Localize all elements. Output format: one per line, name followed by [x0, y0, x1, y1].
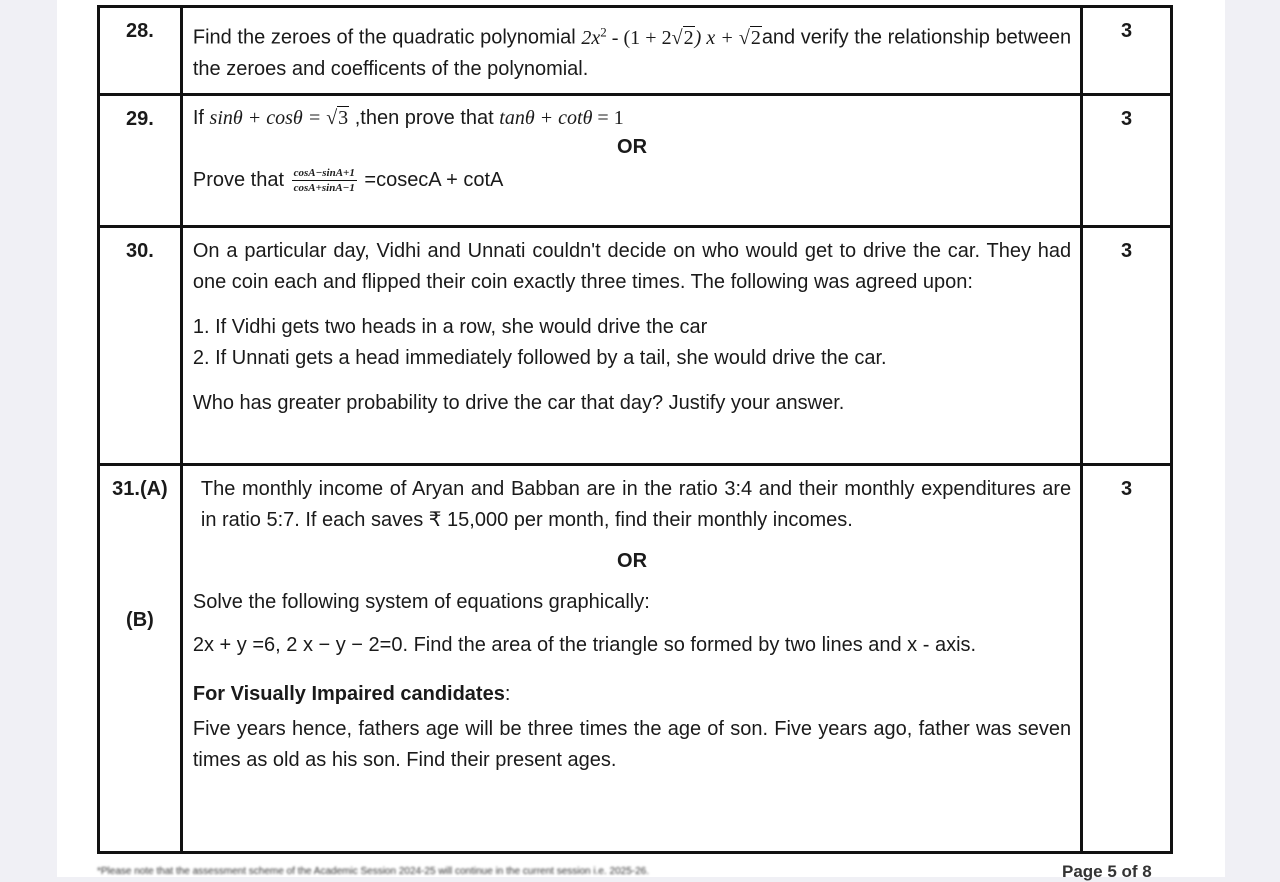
table-row [99, 7, 1172, 95]
question-text [181, 465, 1081, 853]
math-expression: $2x^2 - (1 + 2√2) x + √2$ [581, 24, 761, 49]
table-row [99, 95, 1172, 227]
question-part-2: Prove that $\frac{\cos A-\sin A+1}{\cos A+\sin A-1}$ =cosecA + cotA [192, 167, 504, 195]
marks: 3 [1082, 7, 1172, 95]
question-number: 30. [99, 227, 182, 465]
page-number: Page 5 of 8 [1062, 862, 1152, 881]
fraction: $\frac{\cos A-\sin A+1}{\cos A+\sin A-1}$ [293, 167, 355, 195]
question-text-tail: and verify the relationship between the zeroes and coefficents of the polynomial. [192, 26, 1072, 80]
question-part-b-equations: 2x + y =6, 2 x − y − 2=0. Find the area of the triangle so formed by two lines and x - axis. [192, 634, 977, 656]
marks: 3 [1082, 465, 1172, 853]
question-part-b-intro: Solve the following system of equations graphically: [192, 591, 650, 613]
question-intro: On a particular day, Vidhi and Unnati couldn't decide on who would get to drive the car. They had one coin each and flipped their coin exactly three times. The following was agreed upon: [192, 240, 1072, 293]
question-text [181, 95, 1081, 227]
list-item: 1. If Vidhi gets two heads in a row, she would drive the car [192, 316, 708, 338]
visually-impaired-text: Five years hence, fathers age will be three times the age of son. Five years ago, father was seven times as old as his son. Find their present ages. [192, 718, 1072, 771]
question-prompt: Who has greater probability to drive the car that day? Justify your answer. [192, 392, 845, 414]
question-number-a: 31.(A) [112, 478, 168, 500]
question-number [99, 465, 182, 853]
question-number-b: (B) [126, 609, 154, 631]
marks: 3 [1082, 95, 1172, 227]
question-part-1: If sinθ + cosθ = √3 ,then prove that tanθ + cotθ = 1 [192, 107, 624, 129]
visually-impaired-heading: For Visually Impaired candidates: [192, 683, 511, 705]
question-text-intro: Find the zeroes of the quadratic polynomial [192, 26, 582, 49]
question-number: 28. [99, 7, 182, 95]
list-item: 2. If Unnati gets a head immediately followed by a tail, she would drive the car. [192, 347, 887, 369]
table-row [99, 465, 1172, 853]
table-row [99, 227, 1172, 465]
questions-table [97, 5, 1173, 854]
footer-note: *Please note that the assessment scheme of the Academic Session 2024-25 will continue in the current session i.e. 2025-26. [97, 866, 649, 877]
document-page [57, 0, 1225, 881]
marks: 3 [1082, 227, 1172, 465]
question-number: 29. [99, 95, 182, 227]
question-text [181, 7, 1081, 95]
or-separator: OR [617, 550, 648, 572]
question-part-a: The monthly income of Aryan and Babban are in the ratio 3:4 and their monthly expenditures are in ratio 5:7. If each saves ₹ 15,000 per month, find their monthly incomes. [200, 478, 1072, 531]
question-text [181, 227, 1081, 465]
or-separator: OR [617, 136, 648, 158]
